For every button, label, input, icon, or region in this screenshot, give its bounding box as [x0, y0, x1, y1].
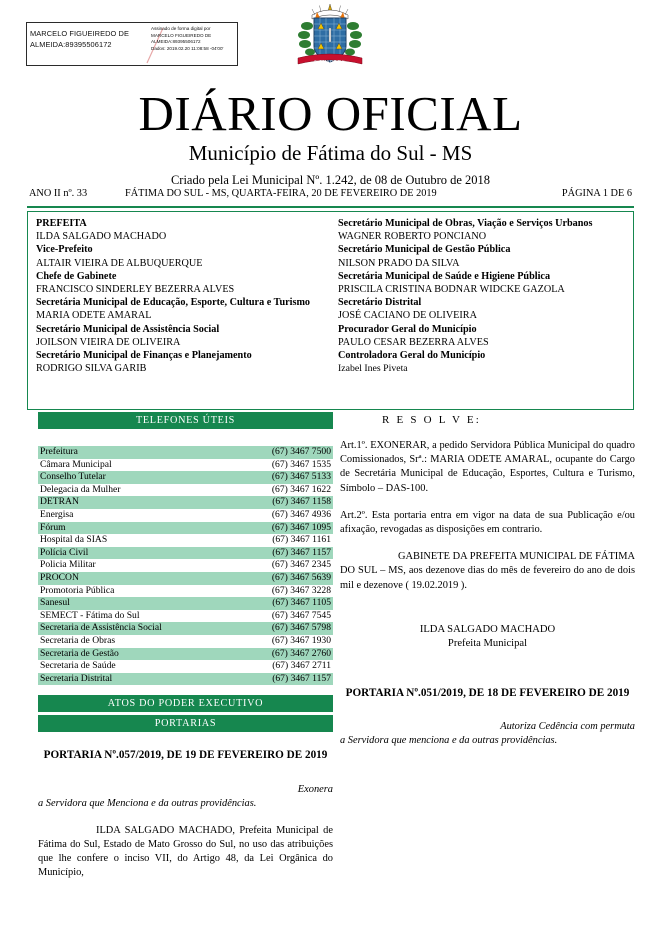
column-right: [340, 412, 635, 748]
table-row: [38, 585, 333, 598]
signature-detail-4: Dados: 2019.02.20 11:08:58 -04'00': [151, 45, 224, 51]
issue-bar: [27, 186, 634, 208]
phone-entity: SEMECT - Fátima do Sul: [40, 609, 140, 621]
phone-number: (67) 3467 1535: [271, 458, 331, 470]
phone-entity: Policia Militar: [40, 559, 96, 571]
official-name: Izabel Ines Piveta: [338, 363, 408, 375]
phone-number: (67) 3467 1930: [271, 634, 331, 646]
portaria-057-art1: Art.1º. EXONERAR, a pedido Servidora Pública Municipal do quadro Comissionados, Srª.: MARIA ODETE AMARAL, ocupante do Cargo de Secretária Municipal de Educação, Esportes, Cultura e Turismo, Símbolo – DAS-100.: [340, 440, 635, 494]
official-name: PAULO CESAR BEZERRA ALVES: [338, 336, 489, 348]
official-role: Secretário Municipal de Gestão Pública: [338, 244, 511, 256]
table-row: [38, 534, 333, 547]
phone-number: (67) 3467 1157: [234, 673, 333, 686]
officials-box: [27, 211, 634, 410]
signer-role: Prefeita Municipal: [447, 638, 528, 650]
phone-number: (67) 3467 1158: [234, 496, 333, 509]
table-row: [38, 446, 333, 459]
phone-entity: Secretaria de Gestão: [38, 648, 234, 661]
phone-entity: Conselho Tutelar: [38, 471, 234, 484]
signature-detail-1: Assinado de forma digital por: [151, 26, 211, 31]
phone-number: (67) 3467 5133: [234, 471, 333, 484]
table-row: [38, 522, 333, 535]
phone-entity: Secretaria de Saúde: [40, 660, 116, 672]
table-row: [38, 509, 333, 522]
table-row: [38, 459, 333, 472]
signature-details: [151, 26, 237, 52]
issue-page-number: PÁGINA 1 DE 6: [561, 188, 632, 199]
issue-year-number: ANO II nº. 33: [29, 188, 88, 199]
signature-detail-2: MARCELO FIGUEIREDO DE: [151, 32, 212, 38]
column-left: [38, 412, 333, 881]
table-row: [38, 635, 333, 648]
phone-entity: Fórum: [38, 522, 234, 535]
phone-number: (67) 3467 7545: [271, 609, 331, 621]
official-role: Chefe de Gabinete: [36, 270, 117, 282]
phone-entity: Promotoria Pública: [40, 584, 115, 596]
useful-phones-table: [38, 446, 333, 685]
coat-of-arms-icon: [290, 2, 370, 70]
phone-entity: Secretaria de Assistência Social: [38, 622, 234, 635]
table-row: [38, 559, 333, 572]
official-role: Secretário Municipal de Obras, Viação e Serviços Urbanos: [338, 218, 593, 229]
phone-number: (67) 3467 1105: [234, 597, 333, 610]
page-title: DIÁRIO OFICIAL: [138, 86, 523, 141]
phone-number: (67) 3467 3228: [271, 584, 331, 596]
portaria-057-signature: [340, 623, 635, 652]
official-name: WAGNER ROBERTO PONCIANO: [338, 231, 487, 243]
official-name: JOILSON VIEIRA DE OLIVEIRA: [36, 336, 181, 348]
portaria-051-ementa-body: a Servidora que menciona e da outras providências.: [340, 735, 558, 747]
official-name: NILSON PRADO DA SILVA: [338, 257, 460, 269]
phone-number: (67) 3467 5639: [234, 572, 333, 585]
issue-city-date: FÁTIMA DO SUL - MS, QUARTA-FEIRA, 20 DE FEVEREIRO DE 2019: [125, 188, 437, 199]
signature-subject: [30, 28, 148, 50]
official-role: PREFEITA: [36, 218, 87, 229]
signature-detail-3: ALMEIDA:89395506172: [151, 39, 201, 45]
masthead: [0, 88, 661, 188]
table-row: [38, 660, 333, 673]
official-role: Secretária Municipal de Saúde e Higiene Pública: [338, 270, 551, 282]
official-name: PRISCILA CRISTINA BODNAR WIDCKE GAZOLA: [338, 284, 565, 296]
phone-number: (67) 3467 7500: [234, 446, 333, 459]
signer-name: ILDA SALGADO MACHADO: [419, 623, 556, 635]
phone-entity: Energisa: [40, 508, 74, 520]
bar-atos-poder-executivo: ATOS DO PODER EXECUTIVO: [38, 695, 333, 712]
official-name: MARIA ODETE AMARAL: [36, 310, 152, 322]
portaria-051-title: PORTARIA Nº.051/2019, DE 18 DE FEVEREIRO DE 2019: [345, 686, 630, 699]
portaria-057-paragraph: ILDA SALGADO MACHADO, Prefeita Municipal de Fátima do Sul, Estado de Mato Grosso do Sul, no uso das atribuições que lhe confere o inciso VII, do Artigo 48, da Lei Orgânica do Município,: [38, 824, 333, 879]
phone-number: (67) 3467 1622: [271, 483, 331, 495]
portaria-057-art2: Art.2º. Esta portaria entra em vigor na data de sua Publicação e/ou afixação, revogadas as disposições em contrario.: [340, 509, 635, 536]
phone-entity: Polícia Civil: [38, 547, 234, 560]
phone-entity: Secretaria Distrital: [38, 673, 234, 686]
masthead-law: Criado pela Lei Municipal Nº. 1.242, de 08 de Outubro de 2018: [170, 173, 491, 187]
table-row: [38, 597, 333, 610]
signature-subject-line2: ALMEIDA:89395506172: [30, 40, 112, 49]
official-name: ALTAIR VIEIRA DE ALBUQUERQUE: [36, 257, 203, 269]
official-role: Secretária Municipal de Educação, Esporte, Cultura e Turismo: [36, 297, 311, 309]
phone-number: (67) 3467 5798: [234, 622, 333, 635]
table-row: [38, 673, 333, 686]
official-name: ILDA SALGADO MACHADO: [36, 231, 167, 243]
table-row: [38, 572, 333, 585]
phone-number: (67) 3467 1161: [272, 534, 331, 546]
portaria-057-title: PORTARIA Nº.057/2019, DE 19 DE FEVEREIRO DE 2019: [43, 749, 328, 762]
table-row: [38, 496, 333, 509]
phone-entity: DETRAN: [38, 496, 234, 509]
signature-subject-line1: MARCELO FIGUEIREDO DE: [30, 29, 130, 38]
official-name: JOSÉ CACIANO DE OLIVEIRA: [338, 310, 477, 322]
phone-entity: Secretaria de Obras: [40, 634, 116, 646]
table-row: [38, 622, 333, 635]
officials-column-right: [338, 217, 628, 375]
phone-entity: Sanesul: [38, 597, 234, 610]
official-role: Secretário Municipal de Finanças e Planejamento: [36, 350, 252, 362]
table-row: [38, 471, 333, 484]
phone-number: (67) 3467 2760: [234, 648, 333, 661]
table-row: [38, 547, 333, 560]
masthead-subtitle: Município de Fátima do Sul - MS: [188, 141, 473, 165]
svg-text:FATIMA DO SUL: FATIMA DO SUL: [314, 59, 346, 64]
portaria-057-ementa-lead: Exonera: [297, 783, 333, 795]
official-name: RODRIGO SILVA GARIB: [36, 363, 147, 375]
official-role: Controladora Geral do Município: [338, 350, 486, 362]
portaria-057-ementa: [38, 783, 333, 811]
official-role: Vice-Prefeito: [36, 244, 93, 256]
phone-number: (67) 3467 4936: [271, 508, 331, 520]
phone-number: (67) 3467 2711: [272, 660, 331, 672]
portaria-057-ementa-body: a Servidora que Menciona e da outras providências.: [38, 797, 257, 809]
table-row: [38, 484, 333, 497]
phones-header: TELEFONES ÚTEIS: [38, 412, 333, 429]
official-name: FRANCISCO SINDERLEY BEZERRA ALVES: [36, 284, 235, 296]
phone-number: (67) 3467 2345: [271, 559, 331, 571]
official-role: Procurador Geral do Município: [338, 323, 477, 335]
phone-entity: Câmara Municipal: [40, 458, 112, 470]
phone-entity: Delegacia da Mulher: [40, 483, 121, 495]
portaria-051-ementa: [340, 720, 635, 748]
phone-number: (67) 3467 1095: [234, 522, 333, 535]
phones-body: [38, 446, 333, 685]
table-row: [38, 648, 333, 661]
official-role: Secretário Distrital: [338, 297, 422, 309]
phone-entity: Hospital da SIAS: [40, 534, 108, 546]
portaria-051-ementa-lead: Autoriza Cedência com permuta: [500, 721, 635, 733]
table-row: [38, 610, 333, 623]
portaria-057-gabinete: GABINETE DA PREFEITA MUNICIPAL DE FÁTIMA DO SUL – MS, aos dezenove dias do mês de fevereiro do ano de dois mil e dezenove ( 19.02.2019 ).: [340, 551, 635, 591]
officials-column-left: [36, 217, 328, 375]
phone-entity: Prefeitura: [38, 446, 234, 459]
resolve-label: R E S O L V E:: [382, 414, 482, 426]
phone-number: (67) 3467 1157: [234, 547, 333, 560]
phone-entity: PROCON: [38, 572, 234, 585]
digital-signature-box: [26, 22, 238, 66]
official-role: Secretário Municipal de Assistência Social: [36, 323, 220, 335]
bar-portarias: PORTARIAS: [38, 715, 333, 732]
